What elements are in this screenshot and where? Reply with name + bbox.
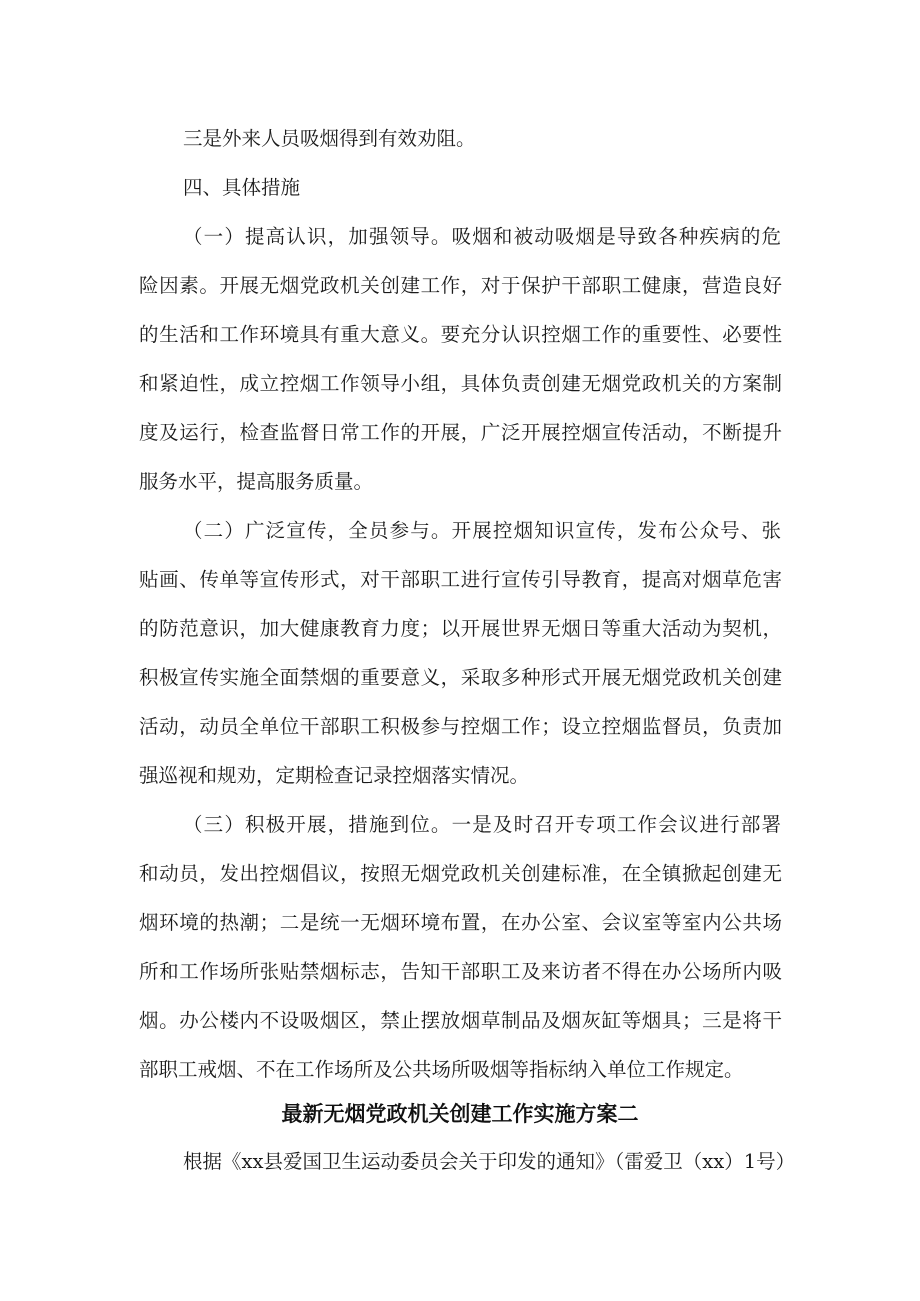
text-line: （一）提高认识，加强领导。吸烟和被动吸烟是导致各种疾病的危 [183, 225, 781, 248]
text-line: 贴画、传单等宣传形式，对干部职工进行宣传引导教育，提高对烟草危害 [139, 568, 782, 591]
text-line: 所和工作场所张贴禁烟标志，告知干部职工及来访者不得在办公场所内吸 [139, 960, 782, 983]
text-line: 积极宣传实施全面禁烟的重要意义，采取多种形式开展无烟党政机关创建 [139, 666, 782, 689]
text-line: 和紧迫性，成立控烟工作领导小组，具体负责创建无烟党政机关的方案制 [139, 372, 782, 395]
text-line: 的生活和工作环境具有重大意义。要充分认识控烟工作的重要性、必要性 [139, 323, 782, 346]
text-line: 活动，动员全单位干部职工积极参与控烟工作；设立控烟监督员，负责加 [139, 715, 782, 738]
text-line: 服务水平，提高服务质量。 [139, 470, 374, 493]
text-line: （二）广泛宣传，全员参与。开展控烟知识宣传，发布公众号、张 [183, 519, 781, 542]
text-line: 烟环境的热潮；二是统一无烟环境布置，在办公室、会议室等室内公共场 [139, 911, 782, 934]
text-line: 根据《xx县爱国卫生运动委员会关于印发的通知》（雷爱卫（xx）1号） [183, 1150, 796, 1173]
text-line: 和动员，发出控烟倡议，按照无烟党政机关创建标准，在全镇掀起创建无 [139, 862, 782, 885]
text-line: 度及运行，检查监督日常工作的开展，广泛开展控烟宣传活动，不断提升 [139, 421, 782, 444]
section-heading: 四、具体措施 [183, 176, 301, 199]
text-line: 强巡视和规劝，定期检查记录控烟落实情况。 [139, 764, 530, 787]
text-line: 部职工戒烟、不在工作场所及公共场所吸烟等指标纳入单位工作规定。 [139, 1058, 744, 1081]
text-line: （三）积极开展，措施到位。一是及时召开专项工作会议进行部署 [183, 813, 781, 836]
text-line: 的防范意识，加大健康教育力度；以开展世界无烟日等重大活动为契机， [139, 617, 782, 640]
text-line: 三是外来人员吸烟得到有效劝阻。 [183, 127, 476, 150]
text-line: 险因素。开展无烟党政机关创建工作，对于保护干部职工健康，营造良好 [139, 274, 782, 297]
document-title: 最新无烟党政机关创建工作实施方案二 [281, 1102, 639, 1126]
text-line: 烟。办公楼内不设吸烟区，禁止摆放烟草制品及烟灰缸等烟具；三是将干 [139, 1009, 782, 1032]
